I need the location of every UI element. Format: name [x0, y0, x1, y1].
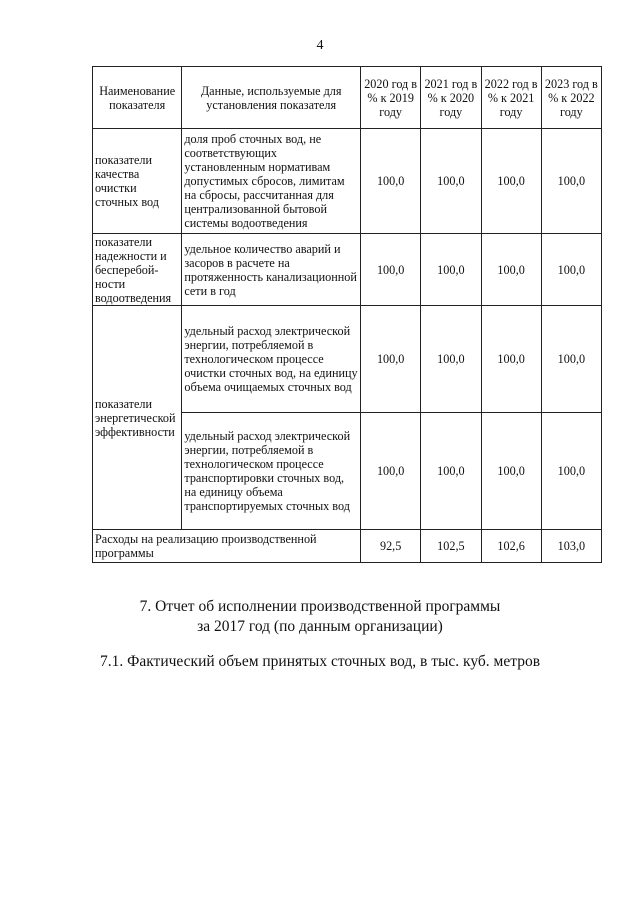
row-value: 100,0	[541, 413, 601, 530]
row-value: 100,0	[361, 234, 421, 306]
row-value: 100,0	[541, 129, 601, 234]
row-value: 100,0	[541, 234, 601, 306]
row-value: 100,0	[481, 413, 541, 530]
expenses-value: 102,5	[421, 530, 481, 563]
row-data: удельное количество аварий и засоров в расчете на протяженность канализационной сети в год	[182, 234, 361, 306]
row-value: 100,0	[361, 306, 421, 413]
indicators-table	[92, 66, 602, 563]
row-value: 100,0	[481, 129, 541, 234]
row-value: 100,0	[421, 413, 481, 530]
row-value: 100,0	[481, 306, 541, 413]
header-year-2020: 2020 год в % к 2019 году	[361, 67, 421, 129]
header-year-2021: 2021 год в % к 2020 году	[421, 67, 481, 129]
header-year-2022: 2022 год в % к 2021 году	[481, 67, 541, 129]
section-title-line2: за 2017 год (по данным организации)	[197, 618, 443, 635]
page-number: 4	[316, 38, 324, 53]
expenses-value: 92,5	[361, 530, 421, 563]
header-year-2023: 2023 год в % к 2022 году	[541, 67, 601, 129]
row-name: показатели качества очистки сточных вод	[93, 129, 182, 234]
row-name: показатели энергетической эффективности	[93, 306, 182, 530]
header-data: Данные, используемые для установления показателя	[182, 67, 361, 129]
row-value: 100,0	[421, 129, 481, 234]
table-header-row	[93, 67, 602, 129]
row-value: 100,0	[541, 306, 601, 413]
row-value: 100,0	[361, 413, 421, 530]
expenses-value: 102,6	[481, 530, 541, 563]
row-data: удельный расход электрической энергии, потребляемой в технологическом процессе транспортировки сточных вод, на единицу объема транспортируемых сточных вод	[182, 413, 361, 530]
table-row	[93, 234, 602, 306]
table-row	[93, 129, 602, 234]
row-name: показатели надежности и бесперебой-ности водоотведения	[93, 234, 182, 306]
row-value: 100,0	[421, 234, 481, 306]
row-value: 100,0	[421, 306, 481, 413]
row-data: удельный расход электрической энергии, потребляемой в технологическом процессе очистки сточных вод, на единицу объема очищаемых сточных вод	[182, 306, 361, 413]
expenses-value: 103,0	[541, 530, 601, 563]
header-name: Наименование показателя	[93, 67, 182, 129]
subsection-title: 7.1. Фактический объем принятых сточных вод, в тыс. куб. метров	[99, 653, 541, 670]
row-value: 100,0	[481, 234, 541, 306]
table-row	[93, 306, 602, 413]
row-data: доля проб сточных вод, не соответствующих установленным нормативам допустимых сбросов, лимитам на сбросы, рассчитанная для централизованной бытовой системы водоотведения	[182, 129, 361, 234]
expenses-row	[93, 530, 602, 563]
expenses-label: Расходы на реализацию производственной программы	[93, 530, 361, 563]
section-title-line1: 7. Отчет об исполнении производственной программы	[139, 598, 501, 615]
row-value: 100,0	[361, 129, 421, 234]
